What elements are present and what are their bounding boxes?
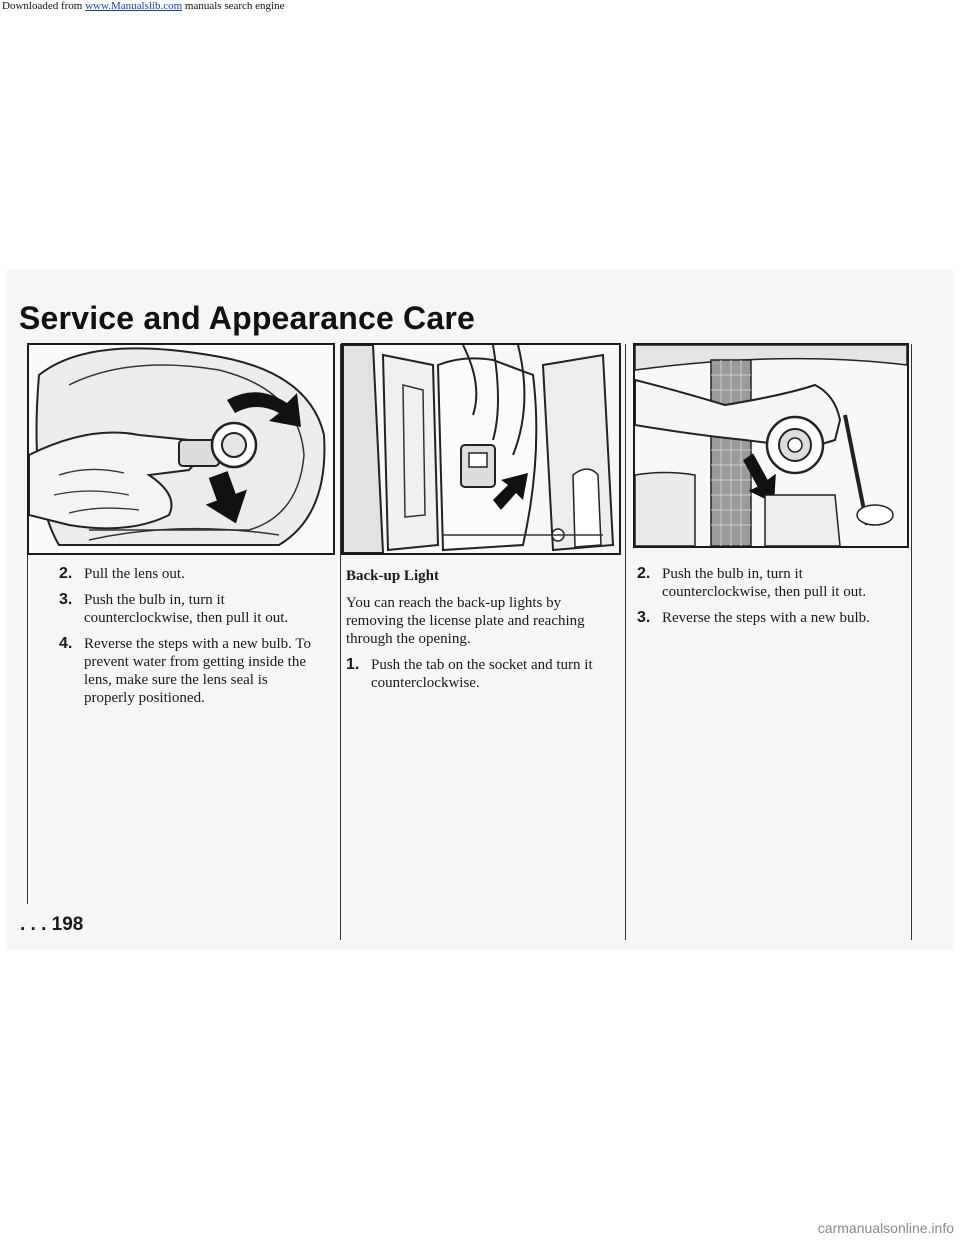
column-divider-4 (911, 344, 912, 940)
page-title: Service and Appearance Care (19, 300, 475, 336)
step-text: Reverse the steps with a new bulb. To prevent water from getting inside the lens, make sure the lens seal is properly positioned. (84, 636, 311, 706)
section-paragraph: You can reach the back-up lights by removing the license plate and reaching through the opening. (346, 595, 585, 647)
figure-lens-bulb (27, 343, 335, 555)
banner-suffix: manuals search engine (184, 0, 285, 12)
step-text: Pull the lens out. (84, 566, 185, 582)
step-item (59, 565, 321, 583)
column-3-text (637, 565, 899, 635)
step-item (346, 656, 612, 692)
backup-light-illustration (343, 345, 619, 553)
column-divider-3 (625, 344, 626, 940)
manualslib-link[interactable]: www.Manualslib.com (85, 0, 183, 12)
step-item (59, 591, 321, 627)
step-number: 3. (59, 591, 73, 608)
watermark-text: carmanualsonline.info (817, 1220, 954, 1236)
step-text: Push the tab on the socket and turn it counterclockwise. (371, 657, 593, 691)
step-number: 3. (637, 609, 651, 626)
step-item (637, 609, 899, 627)
column-2-text (346, 567, 612, 700)
page-number: . . . 198 (20, 914, 84, 935)
step-number: 2. (59, 565, 73, 582)
figure-socket-bulb-removal (633, 343, 909, 548)
step-number: 4. (59, 635, 73, 652)
lens-bulb-illustration (29, 345, 333, 553)
step-number: 2. (637, 565, 651, 582)
step-item (637, 565, 899, 601)
step-text: Push the bulb in, turn it counterclockwise, then pull it out. (84, 592, 289, 626)
step-text: Reverse the steps with a new bulb. (662, 610, 870, 626)
step-number: 1. (346, 656, 360, 673)
step-item (59, 635, 321, 707)
socket-bulb-illustration (635, 345, 907, 546)
download-banner (2, 0, 284, 12)
section-heading-backup-light: Back-up Light (346, 568, 439, 584)
figure-backup-light-socket (341, 343, 621, 555)
banner-prefix: Downloaded from (2, 0, 83, 12)
column-1-text (59, 565, 321, 715)
step-text: Push the bulb in, turn it counterclockwise, then pull it out. (662, 566, 867, 600)
